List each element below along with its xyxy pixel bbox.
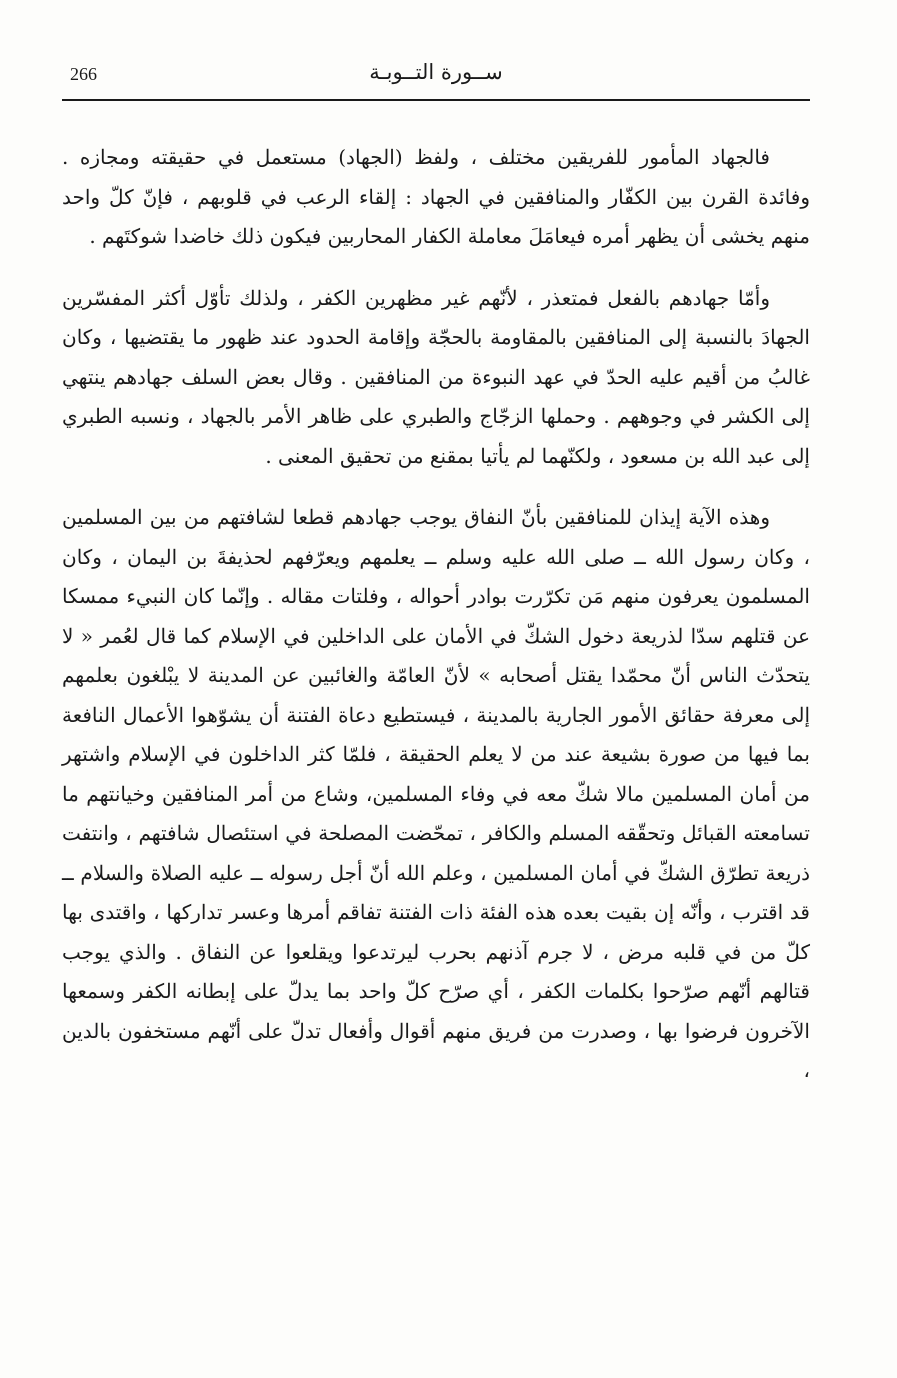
surah-title: ســورة التــوبـة bbox=[369, 60, 503, 84]
page-header bbox=[62, 60, 810, 94]
page-number: 266 bbox=[70, 64, 97, 84]
paragraph-1: فالجهاد المأمور للفريقين مختلف ، ولفظ (الجهاد) مستعمل في حقيقته ومجازه . وفائدة القرن بين الكفّار والمنافقين في الجهاد : إلقاء الرعب في قلوبهم ، فإنّ كلّ واحد منهم يخشى أن يظهر أمره فيعامَلَ معاملة الكفار المحاربين فيكون ذلك خاضدا شوكتَهم . bbox=[62, 145, 810, 248]
paragraph-2: وأمّا جهادهم بالفعل فمتعذر ، لأنّهم غير مظهرين الكفر ، ولذلك تأوّل أكثر المفسّرين الجهادَ بالنسبة إلى المنافقين بالمقاومة بالحجّة وإقامة الحدود عند ظهور ما يقتضيها ، وكان غالبُ من أقيم عليه الحدّ في عهد النبوءة من المنافقين . وقال بعض السلف جهادهم ينتهي إلى الكشر في وجوههم . وحملها الزجّاج والطبري على ظاهر الأمر بالجهاد ، ونسبه الطبري إلى عبد الله بن مسعود ، ولكنّهما لم يأتيا بمقنع من تحقيق المعنى . bbox=[62, 285, 810, 468]
main-text bbox=[62, 138, 810, 1091]
header-rule bbox=[62, 99, 810, 101]
paragraph-3: وهذه الآية إيذان للمنافقين بأنّ النفاق يوجب جهادهم قطعا لشافتهم من بين المسلمين ، وكان رسول الله ــ صلى الله عليه وسلم ــ يعلمهم ويعرّفهم لحذيفةَ بن اليمان ، وكان المسلمون يعرفون منهم مَن تكرّرت بوادر أحواله ، وفلتات مقاله . وإنّما كان النبيء ممسكا عن قتلهم سدّا لذريعة دخول الشكّ في الأمان على الداخلين في الإسلام كما قال لعُمر « لا يتحدّث الناس أنّ محمّدا يقتل أصحابه » لأنّ العامّة والغائبين عن المدينة لا يبْلغون بعلمهم إلى معرفة حقائق الأمور الجارية بالمدينة ، فيستطيع دعاة الفتنة أن يشوّهوا الأعمال النافعة بما فيها من صورة بشيعة عند من لا يعلم الحقيقة ، فلمّا كثر الداخلون في الإسلام واشتهر من أمان المسلمين مالا شكّ معه في وفاء المسلمين، وشاع من أمر المنافقين وخيانتهم ما تسامعته القبائل وتحقّقه المسلم والكافر ، تمحّضت المصلحة في استئصال شافتهم ، وانتفت ذريعة تطرّق الشكّ في أمان المسلمين ، وعلم الله أنّ أجل رسوله ــ عليه الصلاة والسلام ــ قد اقترب ، وأنّه إن بقيت بعده هذه الفئة ذات الفتنة تفاقم أمرها وعسر تداركها ، واقتدى بها كلّ من في قلبه مرض ، لا جرم آذنهم بحرب ليرتدعوا ويقلعوا عن النفاق . والذي يوجب قتالهم أنّهم صرّحوا بكلمات الكفر ، أي صرّح كلّ واحد بما يدلّ على إبطانه الكفر وسمعها الآخرون فرضوا بها ، وصدرت من فريق منهم أقوال وأفعال تدلّ على أنّهم مستخفون بالدين ، bbox=[62, 505, 810, 1082]
